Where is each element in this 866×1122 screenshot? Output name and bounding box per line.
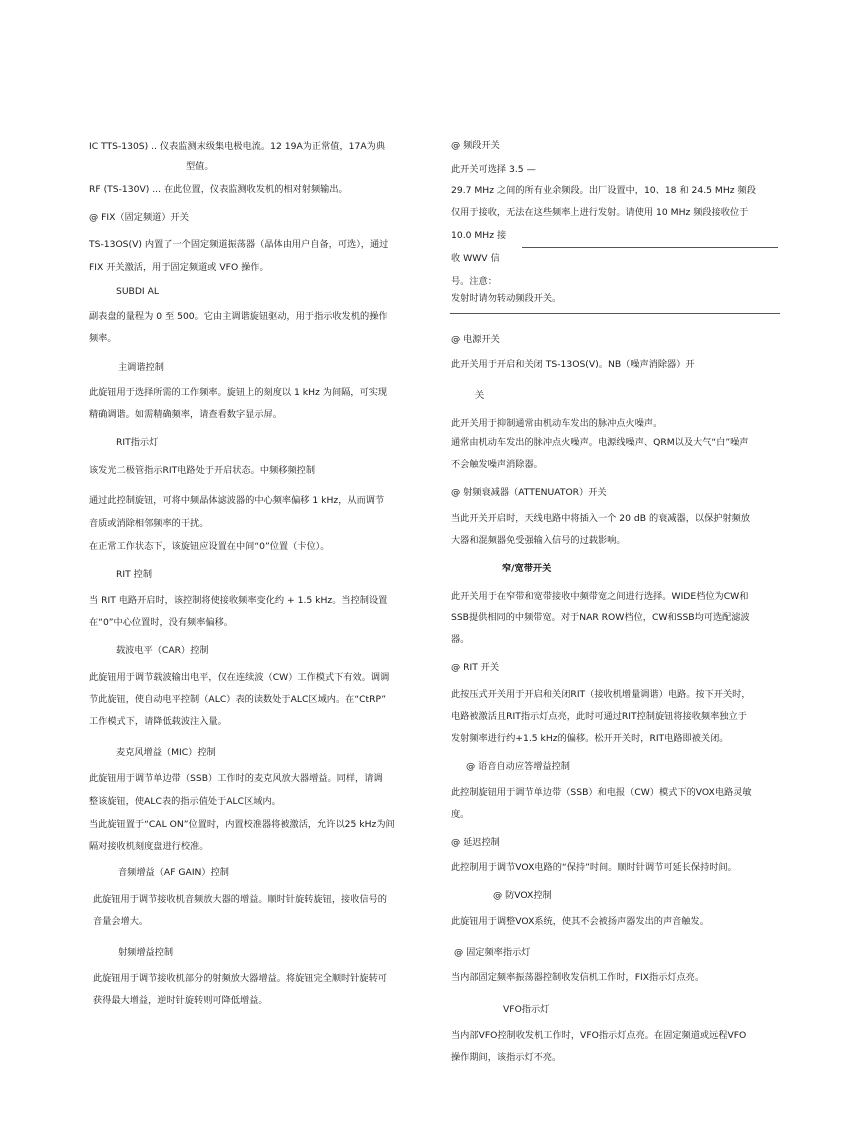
section-heading: @ FIX（固定频道）开关: [89, 212, 189, 223]
text-line: 在正常工作状态下，该旋钮应设置在中间“0”位置（卡位）。: [89, 541, 330, 552]
text-line: 此旋钮用于调节单边带（SSB）工作时的麦克风放大器增益。同样，请调: [89, 773, 383, 784]
section-heading: 麦克风增益（MIC）控制: [116, 747, 216, 758]
text-line: 此开关用于抑制通常由机动车发出的脉冲点火噪声。: [451, 418, 663, 429]
text-line: 发射时请勿转动频段开关。: [451, 293, 562, 304]
text-line: 此开关用于在窄带和宽带接收中频带宽之间进行选择。WIDE档位为CW和: [451, 591, 749, 602]
text-line: 此开关用于开启和关闭 TS-13OS(V)。NB（噪声消除器）开: [451, 359, 695, 370]
text-line: 在“0”中心位置时，没有频率偏移。: [89, 617, 233, 628]
text-line: 获得最大增益，逆时针旋转则可降低增益。: [93, 995, 268, 1006]
text-line: 整该旋钮，使ALC表的指示值处于ALC区域内。: [89, 796, 281, 807]
text-line: 发射频率进行约+1.5 kHz的偏移。松开开关时，RIT电路即被关闭。: [451, 733, 729, 744]
text-line: 此按压式开关用于开启和关闭RIT（接收机增量调谐）电路。按下开关时，: [451, 689, 751, 700]
text-line: FIX 开关激活，用于固定频道或 VFO 操作。: [89, 262, 269, 273]
text-line: 当此旋钮置于“CAL ON”位置时，内置校准器将被激活，允许以25 kHz为间: [89, 819, 395, 830]
section-heading: VFO指示灯: [503, 1004, 550, 1015]
section-heading: @ 射频衰减器（ATTENUATOR）开关: [451, 487, 607, 498]
text-line: 节此旋钮，使自动电平控制（ALC）表的读数处于ALC区域内。在“CtRP”: [89, 694, 386, 705]
text-line: 副表盘的量程为 0 至 500。它由主调谐旋钮驱动，用于指示收发机的操作: [89, 311, 388, 322]
divider-line: [522, 247, 778, 248]
text-line: 精确调谐。如需精确频率，请查看数字显示屏。: [89, 409, 282, 420]
section-heading: 射频增益控制: [118, 947, 174, 958]
text-line: 不会触发噪声消除器。: [451, 459, 543, 470]
text-line: 此控制旋钮用于调节单边带（SSB）和电报（CW）模式下的VOX电路灵敏: [451, 787, 752, 798]
text-line: 此开关可选择 3.5 —: [451, 164, 536, 175]
section-heading: @ 频段开关: [451, 140, 500, 151]
text-line: 此旋钮用于调节接收机音频放大器的增益。顺时针旋转旋钮，接收信号的: [93, 894, 387, 905]
text-line: 频率。: [89, 333, 117, 344]
text-line: 音质或消除相邻频率的干扰。: [89, 518, 209, 529]
text-line: 通常由机动车发出的脉冲点火噪声。电源线噪声、QRM以及大气“白”噪声: [451, 437, 749, 448]
text-line: 当 RIT 电路开启时，该控制将使接收频率变化约 + 1.5 kHz。当控制设置: [89, 595, 388, 606]
text-line: 音量会增大。: [93, 916, 149, 927]
text-line: 此旋钮用于调节载波输出电平，仅在连续波（CW）工作模式下有效。调调: [89, 672, 390, 683]
section-heading: 主调谐控制: [118, 362, 164, 373]
section-heading: RIT指示灯: [116, 437, 159, 448]
text-line: 29.7 MHz 之间的所有业余频段。出厂设置中，10、18 和 24.5 MHz 频段: [451, 185, 756, 196]
section-heading: @ 延迟控制: [451, 837, 500, 848]
text-line: 当内部固定频率振荡器控制收发信机工作时，FIX指示灯点亮。: [451, 972, 705, 983]
text-line: 器。: [451, 634, 470, 645]
text-line: RF (TS-130V) ... 在此位置，仪表监测收发机的相对射频输出。: [89, 184, 348, 195]
text-line: 此旋钮用于调节接收机部分的射频放大器增益。将旋钮完全顺时针旋转可: [93, 973, 387, 984]
divider-line: [450, 313, 780, 314]
section-heading: SUBDI AL: [116, 286, 159, 297]
text-line: 大器和混频器免受强输入信号的过载影响。: [451, 535, 626, 546]
section-heading: 关: [475, 390, 485, 401]
text-line: 当内部VFO控制收发机工作时，VFO指示灯点亮。在固定频道或远程VFO: [451, 1030, 747, 1041]
section-heading: RIT 控制: [116, 569, 153, 580]
text-line: 10.0 MHz 接: [451, 230, 507, 241]
text-line: 收 WWV 信: [451, 253, 500, 264]
text-line: 型值。: [186, 161, 214, 172]
text-line: 仅用于接收，无法在这些频率上进行发射。请使用 10 MHz 频段接收位于: [451, 207, 749, 218]
text-line: 通过此控制旋钮，可将中频晶体滤波器的中心频率偏移 1 kHz，从而调节: [89, 495, 385, 506]
section-heading: @ 固定频率指示灯: [454, 947, 531, 958]
text-line: 隔对接收机刻度盘进行校准。: [89, 841, 209, 852]
text-line: 此旋钮用于选择所需的工作频率。旋钮上的刻度以 1 kHz 为间隔，可实现: [89, 387, 388, 398]
section-heading: @ 语音自动应答增益控制: [466, 761, 570, 772]
section-heading: 窄/宽带开关: [502, 563, 552, 574]
text-line: 号。注意：: [451, 276, 497, 287]
text-line: SSB提供相同的中频带宽。对于NAR ROW档位，CW和SSB均可选配滤波: [451, 612, 750, 623]
section-heading: @ 电源开关: [451, 334, 500, 345]
text-line: 此旋钮用于调整VOX系统，使其不会被扬声器发出的声音触发。: [451, 916, 709, 927]
text-line: IC TTS-130S) .. 仪表监测末级集电极电流。12 19A为正常值，17A为典: [89, 141, 386, 152]
text-line: 当此开关开启时，天线电路中将插入一个 20 dB 的衰减器，以保护射频放: [451, 513, 751, 524]
section-heading: @ 防VOX控制: [493, 890, 552, 901]
text-line: 操作期间，该指示灯不亮。: [451, 1052, 562, 1063]
text-line: 此控制用于调节VOX电路的“保持”时间。顺时针调节可延长保持时间。: [451, 862, 737, 873]
section-heading: @ RIT 开关: [451, 662, 500, 673]
text-line: 度。: [451, 809, 470, 820]
section-heading: 音频增益（AF GAIN）控制: [118, 867, 229, 878]
text-line: TS-13OS(V) 内置了一个固定频道振荡器（晶体由用户自备，可选），通过: [89, 239, 389, 250]
text-line: 工作模式下，请降低载波注入量。: [89, 716, 227, 727]
section-heading: 载波电平（CAR）控制: [116, 645, 209, 656]
text-line: 电路被激活且RIT指示灯点亮，此时可通过RIT控制旋钮将接收频率独立于: [451, 711, 747, 722]
text-line: 该发光二极管指示RIT电路处于开启状态。中频移频控制: [89, 465, 316, 476]
